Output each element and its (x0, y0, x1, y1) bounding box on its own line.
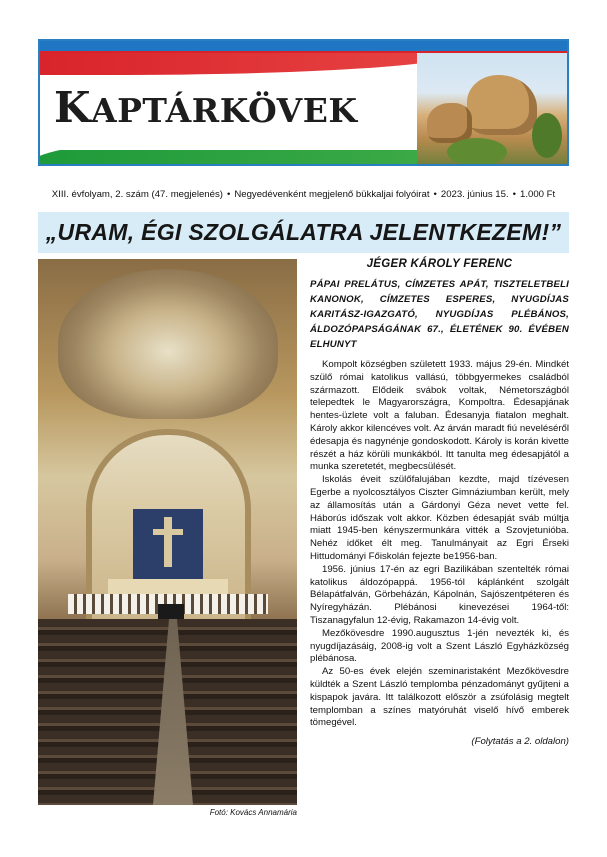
headline-banner (38, 212, 569, 253)
continued-note: (Folytatás a 2. oldalon) (471, 736, 569, 748)
issue-date: 2023. június 15. (440, 189, 509, 200)
church-interior-photo (38, 259, 297, 805)
bullet-separator: • (433, 189, 437, 200)
bullet-separator: • (226, 189, 231, 200)
masthead-title (54, 83, 358, 132)
issue-frequency: Negyedévenként megjelenő bükkaljai folyóirat (234, 189, 430, 200)
masthead-title-rest: APTÁRKÖVEK (91, 91, 358, 130)
article-paragraph: Mezőkövesdre 1990.augusztus 1-jén nevezték ki, és nyugdíjazásáig, 2008-ig volt a Szent László Egyházközség plébánosa. (310, 627, 569, 665)
article-column (310, 258, 569, 747)
rock-shape (427, 103, 472, 143)
article-subject-name: JÉGER KÁROLY FERENC (366, 258, 513, 270)
issue-info-line (38, 189, 569, 200)
article-paragraph: Az 50-es évek elején szeminaristaként Mezőkövesdre küldték a Szent László templomba pénzadományt gyűjteni a kispapok javára. Itt találkozott először a zsúfolásig megtelt templomban a színes matyóruhát viselő hívő emberek tömegével. (310, 666, 569, 729)
masthead-red-swoosh (38, 53, 460, 75)
photo-credit: Fotó: Kovács Annamária (209, 808, 297, 817)
article-paragraph: Iskolás éveit szülőfalujában kezdte, majd tízévesen Egerbe a nyolcosztályos Ciszter Gimnáziumban került, mely az államosítás után a Gárdonyi Géza nevet vette fel. Háborús időszak volt akkor. Közben édesapját sváb múltja miatt 1945-ben kényszermunkára vitték a Szovjetunióba. Nehéz időket élt meg. Tanulmányait az Egri Érseki Hittudományi Főiskolán fejezte be1956-ban. (310, 474, 569, 562)
tree-shape (447, 138, 507, 166)
crucifix (164, 517, 172, 567)
article-lead: PÁPAI PRELÁTUS, CÍMZETES APÁT, TISZTELETBELI KANONOK, CÍMZETES ESPERES, NYUGDÍJAS KARITÁSZ-IGAZGATÓ, NYUGDÍJAS PLÉBÁNOS, ÁLDOZÓPAPSÁGÁNAK 67., ÉLETÉNEK 90. ÉVÉBEN ELHUNYT (310, 279, 569, 350)
ceiling-fresco (58, 269, 278, 419)
rock-shape (467, 75, 537, 135)
headline-text: „URAM, ÉGI SZOLGÁLATRA JELENTKEZEM!” (45, 219, 562, 245)
issue-price: 1.000 Ft (519, 189, 556, 200)
article-paragraph: Kompolt községben született 1933. május 29-én. Mindkét szülő római katolikus vallású, többgyermekes családból származott. Elődeik svábok voltak, Németországból telepedtek le Magyarországra, Kompoltra. Édesapjának hentes-üzlete volt a faluban. Édesanyja fiatalon meghalt. Károly akkor kilencéves volt. Az árván maradt fiú neveléséről édesapja és nagynénje gondoskodott. Károly is korán kivette részét a ház körüli munkákból. Itt tanulta meg édesapjától a munka szeretetét, megbecsülését. (310, 359, 569, 473)
crucifix-bar (153, 529, 183, 535)
masthead-rock-photo (417, 53, 567, 166)
masthead-title-initial: K (54, 83, 92, 132)
bullet-separator: • (512, 189, 516, 200)
masthead (38, 39, 569, 166)
tree-shape (532, 113, 562, 158)
issue-number: XIII. évfolyam, 2. szám (47. megjelenés) (51, 189, 223, 200)
article-paragraph: 1956. június 17-én az egri Bazilikában szentelték római katolikus áldozópappá. 1956-tól káplánként szolgált Bélapátfalván, Görbeházán, Kápolnán, Sajószentpéteren és Nyíregyházán. Plébánosi kinevezései 1964-től: Tiszanagyfalun 12-évig, Rakamazon 14-évig volt. (310, 563, 569, 626)
